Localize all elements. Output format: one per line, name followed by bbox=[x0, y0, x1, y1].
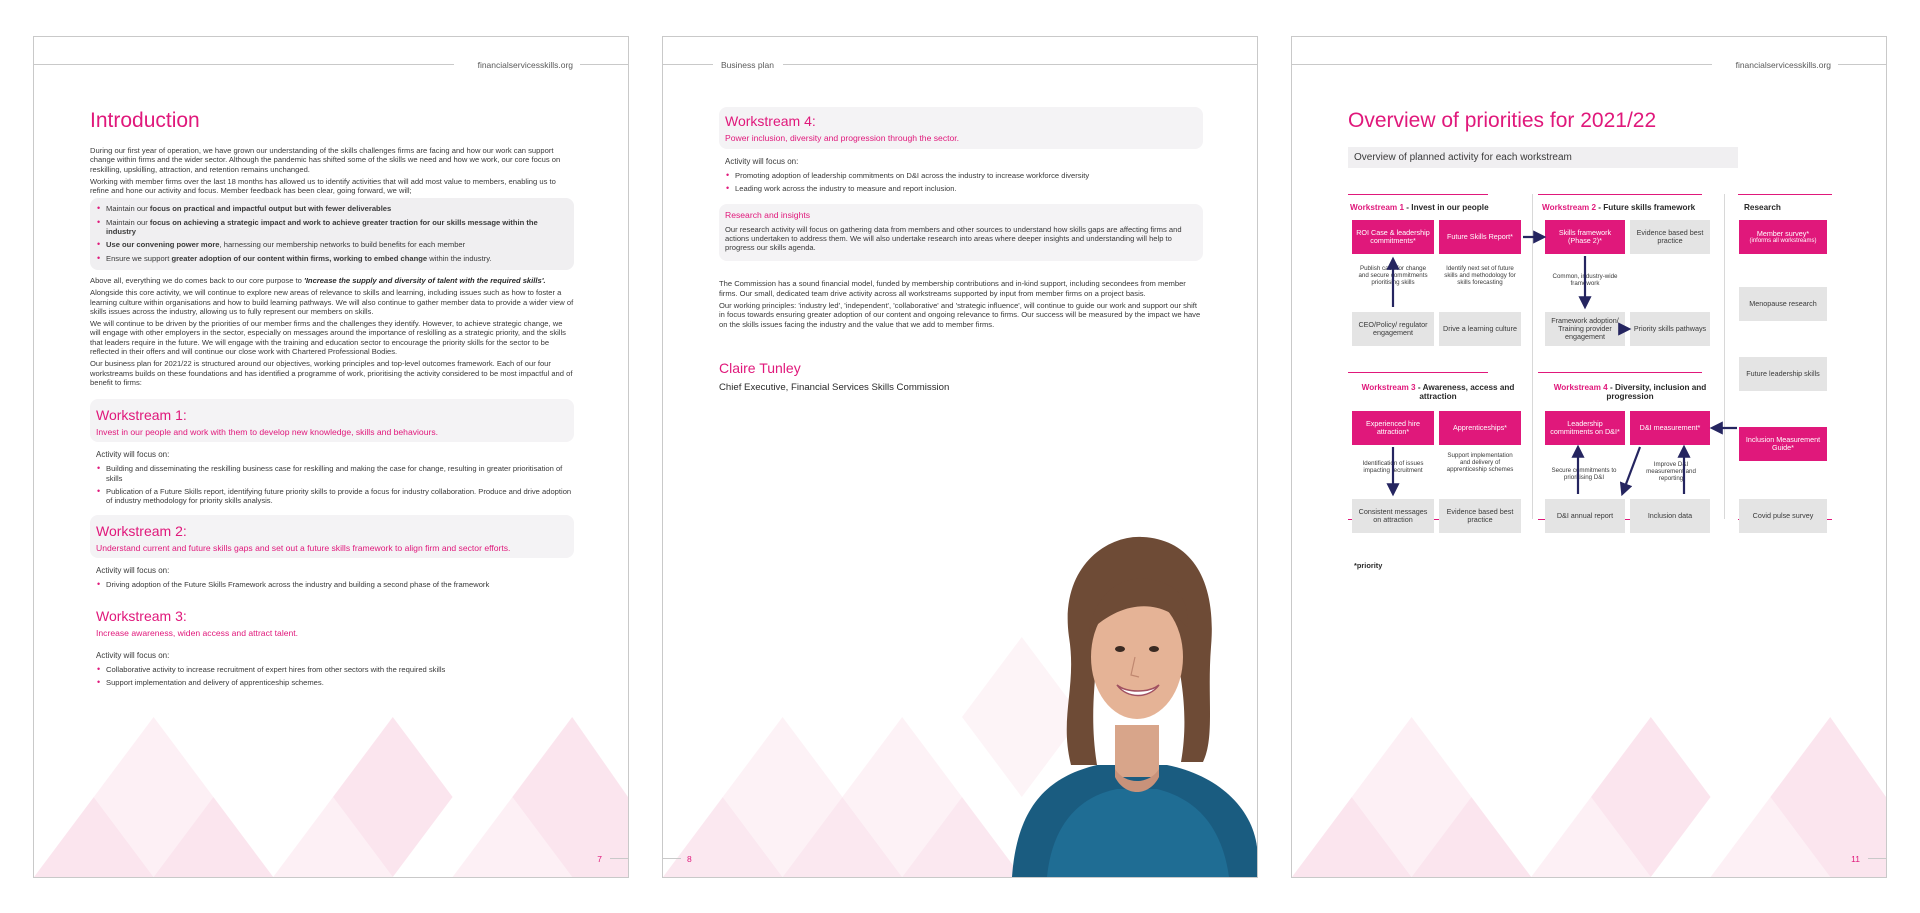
workstream-1-list bbox=[96, 464, 574, 505]
priorities-diagram bbox=[1292, 37, 1887, 878]
background-arrows-decoration bbox=[34, 677, 628, 877]
header-section: Business plan bbox=[721, 60, 774, 70]
ws4-section-title: Workstream 4 - Diversity, inclusion and progression bbox=[1553, 383, 1707, 401]
common-framework-note: Common, industry-wide framework bbox=[1552, 273, 1618, 287]
identification-note: Identification of issues impacting recruitment bbox=[1362, 460, 1424, 474]
improve-di-note: Improve D&I measurement and reporting bbox=[1646, 461, 1696, 482]
page-11 bbox=[1291, 36, 1887, 878]
consistent-messages-box: Consistent messages on attraction bbox=[1352, 499, 1434, 533]
footer-rule bbox=[663, 858, 681, 859]
closing-paragraph-2: Our working principles: 'industry led', 'independent', 'collaborative' and 'strategic influence', will continue to guide our work and support our shift in focus towards ensuring greater adoption of our content and ongoing relevance to firms. Our success will be measured by the impact we have on the skills issues facing the industry and the value that we add to member firms. bbox=[719, 301, 1201, 329]
header-site: financialservicesskills.org bbox=[477, 60, 573, 70]
future-leadership-box: Future leadership skills bbox=[1739, 357, 1827, 391]
divider bbox=[1538, 194, 1702, 195]
list-item: • Support implementation and delivery of apprenticeship schemes. bbox=[96, 678, 574, 687]
page-title: Introduction bbox=[90, 109, 200, 132]
framework-adoption-box: Framework adoption/ Training provider engagement bbox=[1545, 312, 1625, 346]
divider bbox=[1348, 372, 1488, 373]
signoff-role: Chief Executive, Financial Services Skills Commission bbox=[719, 381, 950, 393]
intro-paragraph-5: Our business plan for 2021/22 is structured around our objectives, working principles and top-level outcomes framework. Each of our four workstreams builds on these foundations and has identified a programme of work, prioritising the activity considered to be most impactful and of benefit to firms: bbox=[90, 359, 573, 387]
workstream-2-subtitle: Understand current and future skills gaps and set out a future skills framework to align firm and sector efforts. bbox=[96, 543, 511, 554]
intro-paragraph-1: During our first year of operation, we have grown our understanding of the skills challenges firms are facing and how our work can support change within firms and the wider sector. Although the pandemic has shifted some of the skills we need and how we work, our core focus on reskilling, upskilling, attraction, and retention remains unchanged. bbox=[90, 146, 561, 174]
ws3-section-title: Workstream 3 - Awareness, access and attraction bbox=[1361, 383, 1515, 401]
priority-pathways-box: Priority skills pathways bbox=[1630, 312, 1710, 346]
ws2-section-title: Workstream 2 - Future skills framework bbox=[1542, 203, 1696, 212]
feedback-item: • Maintain our focus on practical and impactful output but with fewer deliverables bbox=[96, 204, 568, 213]
research-box bbox=[719, 204, 1203, 262]
page-number: 8 bbox=[687, 854, 692, 864]
research-title: Research and insights bbox=[725, 209, 811, 220]
feedback-item: • Maintain our focus on achieving a strategic impact and work to achieve greater traction for our skills message within the industry bbox=[96, 218, 568, 237]
header-site: financialservicesskills.org bbox=[1735, 60, 1831, 70]
research-section-title: Research bbox=[1744, 203, 1781, 212]
divider bbox=[1348, 194, 1488, 195]
list-item: • Building and disseminating the reskilling business case for reskilling and making the case for change, resulting in greater prioritisation of skills bbox=[96, 464, 574, 483]
page8-content bbox=[719, 107, 1203, 393]
identify-skills-note: Identify next set of future skills and methodology for skills forecasting bbox=[1444, 265, 1516, 286]
publish-case-note: Publish case for change and secure commitments prioritising skills bbox=[1358, 265, 1428, 286]
list-item: • Driving adoption of the Future Skills Framework across the industry and building a second phase of the framework bbox=[96, 580, 506, 589]
workstream-3-block bbox=[90, 600, 574, 688]
workstream-1-header bbox=[90, 399, 574, 442]
inclusion-data-box: Inclusion data bbox=[1630, 499, 1710, 533]
workstream-3-title: Workstream 3: bbox=[96, 607, 187, 624]
purpose-paragraph: Above all, everything we do comes back to our core purpose to 'Increase the supply and diversity of talent with the required skills'. bbox=[90, 275, 546, 285]
learning-culture-box: Drive a learning culture bbox=[1439, 312, 1521, 346]
workstream-2-header bbox=[90, 515, 574, 558]
portrait-photo bbox=[967, 507, 1257, 877]
roi-case-box: ROI Case & leadership commitments* bbox=[1352, 220, 1434, 254]
header-rule bbox=[34, 64, 454, 65]
feedback-box bbox=[90, 198, 574, 269]
header-rule-right bbox=[783, 64, 1257, 65]
list-item: • Collaborative activity to increase recruitment of expert hires from other sectors with the required skills bbox=[96, 665, 574, 674]
workstream-2-list bbox=[96, 580, 506, 589]
evidence-best-practice-box-2: Evidence based best practice bbox=[1439, 499, 1521, 533]
intro-paragraph-3: Alongside this core activity, we will continue to explore new areas of relevance to skills and learning, including issues such as how to foster a learning culture within organisations and how to build learning pathways. We will also continue to gather member data to provide a wider view of skills issues across the industry, allowing us to fully represent our members on skills. bbox=[90, 288, 574, 316]
experienced-hire-box: Experienced hire attraction* bbox=[1352, 411, 1434, 445]
workstream-1-subtitle: Invest in our people and work with them to develop new knowledge, skills and behaviours. bbox=[96, 427, 439, 438]
ceo-policy-box: CEO/Policy/ regulator engagement bbox=[1352, 312, 1434, 346]
workstream-4-header bbox=[719, 107, 1203, 149]
divider bbox=[1738, 194, 1832, 195]
workstream-1-title: Workstream 1: bbox=[96, 407, 187, 424]
divider bbox=[1724, 194, 1725, 519]
header-rule-right bbox=[580, 64, 628, 65]
page-title: Overview of priorities for 2021/22 bbox=[1348, 109, 1657, 132]
workstream-4-subtitle: Power inclusion, diversity and progression through the sector. bbox=[725, 133, 960, 143]
activity-label: Activity will focus on: bbox=[96, 566, 170, 576]
intro-paragraph-4: We will continue to be driven by the priorities of our member firms and the challenges they identify. However, to achieve strategic change, we will engage with other employers in the sector, especially on messages around the importance of reskilling as a strategic priority, and the skills that leaders require in the future. We will engage with the training and education sector to encourage the priority skills for the sector to be reflected in their offers and will continue our close work with Chartered Professional Bodies. bbox=[90, 319, 566, 357]
activity-label: Activity will focus on: bbox=[725, 157, 799, 166]
diagram-subtitle: Overview of planned activity for each workstream bbox=[1348, 147, 1738, 168]
research-text: Our research activity will focus on gathering data from members and other sources to understand how skills gaps are affecting firms and actions undertaken to address them. We will also undertake research into areas where deeper insights and understanding will help to progress our skills agenda. bbox=[725, 224, 1182, 253]
workstream-4-title: Workstream 4: bbox=[725, 113, 816, 129]
menopause-research-box: Menopause research bbox=[1739, 287, 1827, 321]
workstream-3-subtitle: Increase awareness, widen access and attract talent. bbox=[96, 627, 299, 638]
divider bbox=[1532, 194, 1533, 519]
header-rule bbox=[663, 64, 713, 65]
page-8 bbox=[662, 36, 1258, 878]
page-number: 7 bbox=[597, 854, 602, 864]
priority-footnote: *priority bbox=[1354, 561, 1383, 570]
ws1-section-title: Workstream 1 - Invest in our people bbox=[1350, 203, 1489, 212]
page7-content bbox=[90, 109, 574, 691]
list-item: • Promoting adoption of leadership commitments on D&I across the industry to increase workforce diversity bbox=[725, 171, 1203, 180]
signoff-name: Claire Tunley bbox=[719, 359, 801, 376]
workstream-3-list bbox=[96, 665, 574, 688]
covid-survey-box: Covid pulse survey bbox=[1739, 499, 1827, 533]
footer-rule bbox=[610, 858, 628, 859]
secure-commitments-note: Secure commitments to prioritising D&I bbox=[1551, 467, 1617, 481]
di-measurement-box: D&I measurement* bbox=[1630, 411, 1710, 445]
intro-paragraph-2: Working with member firms over the last 18 months has allowed us to identify activities that will add most value to members, enabling us to refine and hone our activity and focus. Member feedback has been clear, going forward, we will; bbox=[90, 176, 556, 196]
activity-label: Activity will focus on: bbox=[96, 650, 170, 660]
skills-framework-box: Skills framework (Phase 2)* bbox=[1545, 220, 1625, 254]
future-skills-report-box: Future Skills Report* bbox=[1439, 220, 1521, 254]
apprenticeships-box: Apprenticeships* bbox=[1439, 411, 1521, 445]
page-7 bbox=[33, 36, 629, 878]
closing-paragraph-1: The Commission has a sound financial model, funded by membership contributions and in-kind support, including secondees from member firms. Our small, dedicated team drive activity across all workstreams supported by input from member firms on a project basis. bbox=[719, 279, 1186, 298]
leadership-commitments-box: Leadership commitments on D&I* bbox=[1545, 411, 1625, 445]
member-survey-box: Member survey* (informs all workstreams) bbox=[1739, 220, 1827, 254]
evidence-best-practice-box: Evidence based best practice bbox=[1630, 220, 1710, 254]
workstream-2-block bbox=[90, 515, 574, 589]
workstream-1-block bbox=[90, 399, 574, 505]
page-number: 11 bbox=[1851, 854, 1860, 864]
divider bbox=[1538, 372, 1702, 373]
activity-label: Activity will focus on: bbox=[96, 450, 170, 460]
workstream-4-list bbox=[725, 171, 1203, 194]
feedback-item: • Ensure we support greater adoption of our content within firms, working to embed change within the industry. bbox=[96, 254, 568, 263]
feedback-item: • Use our convening power more, harnessing our membership networks to build benefits for each member bbox=[96, 240, 568, 249]
inclusion-guide-box: Inclusion Measurement Guide* bbox=[1739, 427, 1827, 461]
workstream-2-title: Workstream 2: bbox=[96, 523, 187, 540]
workstream-3-header bbox=[90, 600, 574, 643]
list-item: • Publication of a Future Skills report, identifying future priority skills to provide a focus for industry collaboration. Produce and drive adoption of industry methodology for priority skills analysis. bbox=[96, 487, 574, 506]
feedback-list bbox=[96, 204, 568, 262]
support-implementation-note: Support implementation and delivery of apprenticeship schemes bbox=[1446, 452, 1514, 473]
di-annual-report-box: D&I annual report bbox=[1545, 499, 1625, 533]
list-item: • Leading work across the industry to measure and report inclusion. bbox=[725, 184, 1203, 193]
